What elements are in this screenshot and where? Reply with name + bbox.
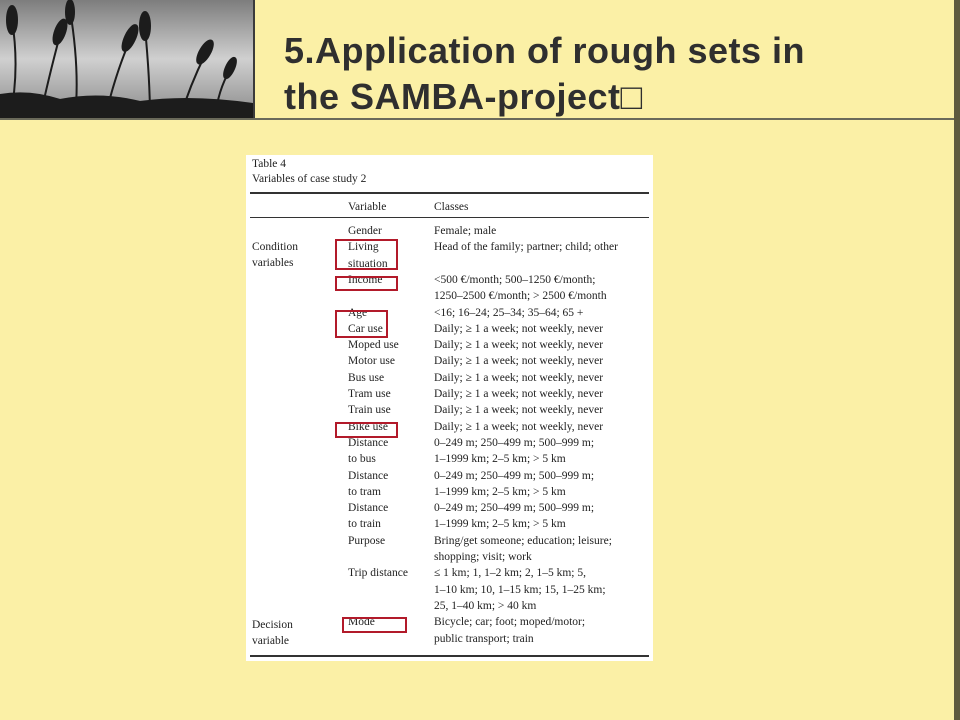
classes-cell: Daily; ≥ 1 a week; not weekly, never bbox=[434, 371, 604, 384]
variable-cell: Mode bbox=[348, 616, 375, 629]
classes-cell: shopping; visit; work bbox=[434, 551, 532, 563]
classes-cell: 1–1999 km; 2–5 km; > 5 km bbox=[434, 518, 566, 531]
variable-cell: Moped use bbox=[348, 339, 399, 352]
classes-cell: Head of the family; partner; child; other bbox=[434, 241, 618, 254]
variable-cell: Distance bbox=[348, 502, 389, 515]
table-bottom-rule bbox=[250, 655, 649, 657]
variable-cell: to train bbox=[348, 518, 381, 531]
table-header-rule bbox=[250, 217, 649, 218]
variable-cell: Income bbox=[348, 273, 383, 286]
highlight-living-situation bbox=[335, 239, 398, 270]
classes-cell: Daily; ≥ 1 a week; not weekly, never bbox=[434, 322, 604, 335]
wheat-field-photo bbox=[0, 0, 255, 118]
variable-cell: to tram bbox=[348, 485, 381, 498]
variable-cell: situation bbox=[348, 257, 388, 270]
header-variable: Variable bbox=[348, 201, 387, 213]
variable-cell: Purpose bbox=[348, 534, 386, 547]
variable-cell: Trip distance bbox=[348, 567, 408, 580]
highlight-bike-use bbox=[335, 422, 398, 438]
classes-cell: <16; 16–24; 25–34; 35–64; 65 + bbox=[434, 306, 584, 319]
classes-cell: Daily; ≥ 1 a week; not weekly, never bbox=[434, 339, 604, 352]
classes-cell: 0–249 m; 250–499 m; 500–999 m; bbox=[434, 469, 595, 482]
highlight-age-car-use bbox=[335, 310, 388, 338]
classes-cell: 0–249 m; 250–499 m; 500–999 m; bbox=[434, 502, 595, 515]
variable-cell: Bike use bbox=[348, 420, 388, 433]
slide-title bbox=[284, 28, 924, 120]
group-condition: Condition bbox=[252, 241, 299, 253]
classes-cell: 1–1999 km; 2–5 km; > 5 km bbox=[434, 453, 566, 466]
classes-cell: 1–1999 km; 2–5 km; > 5 km bbox=[434, 485, 566, 498]
classes-cell: 1250–2500 €/month; > 2500 €/month bbox=[434, 290, 607, 303]
variable-cell: Tram use bbox=[348, 388, 391, 400]
group-variables: variables bbox=[252, 257, 294, 269]
classes-cell: Daily; ≥ 1 a week; not weekly, never bbox=[434, 420, 604, 433]
variable-cell: Car use bbox=[348, 322, 383, 335]
variable-cell: Train use bbox=[348, 404, 391, 417]
variable-cell: Age bbox=[348, 306, 368, 319]
variable-cell: Gender bbox=[348, 225, 382, 237]
classes-cell: Daily; ≥ 1 a week; not weekly, never bbox=[434, 355, 604, 368]
highlight-income bbox=[335, 276, 398, 291]
classes-cell: Daily; ≥ 1 a week; not weekly, never bbox=[434, 404, 604, 417]
classes-cell: 0–249 m; 250–499 m; 500–999 m; bbox=[434, 436, 595, 449]
header-classes: Classes bbox=[434, 201, 469, 213]
group-variable: variable bbox=[252, 635, 290, 647]
table-subcaption: Variables of case study 2 bbox=[252, 173, 367, 185]
variable-cell: to bus bbox=[348, 453, 376, 466]
variable-cell: Distance bbox=[348, 436, 389, 449]
classes-cell: 1–10 km; 10, 1–15 km; 15, 1–25 km; bbox=[434, 583, 606, 596]
slide-title-line-2: the SAMBA-project□ bbox=[284, 76, 643, 117]
variable-cell: Distance bbox=[348, 469, 389, 482]
slide-title-line-1: 5.Application of rough sets in bbox=[284, 30, 806, 71]
variable-cell: Living bbox=[348, 241, 379, 254]
classes-cell: Bring/get someone; education; leisure; bbox=[434, 534, 612, 547]
classes-cell: Daily; ≥ 1 a week; not weekly, never bbox=[434, 388, 604, 400]
classes-cell: public transport; train bbox=[434, 632, 534, 645]
variable-cell: Bus use bbox=[348, 371, 385, 384]
classes-cell: Bicycle; car; foot; moped/motor; bbox=[434, 616, 586, 629]
slide-right-border bbox=[954, 0, 960, 720]
variable-cell: Motor use bbox=[348, 355, 395, 368]
table-caption: Table 4 bbox=[252, 158, 287, 170]
variables-table bbox=[246, 155, 653, 661]
classes-cell: <500 €/month; 500–1250 €/month; bbox=[434, 273, 596, 286]
group-decision: Decision bbox=[252, 619, 293, 631]
table-top-rule bbox=[250, 192, 649, 194]
highlight-mode bbox=[342, 617, 407, 633]
classes-cell: Female; male bbox=[434, 225, 497, 237]
classes-cell: 25, 1–40 km; > 40 km bbox=[434, 599, 537, 612]
classes-cell: ≤ 1 km; 1, 1–2 km; 2, 1–5 km; 5, bbox=[434, 567, 586, 580]
